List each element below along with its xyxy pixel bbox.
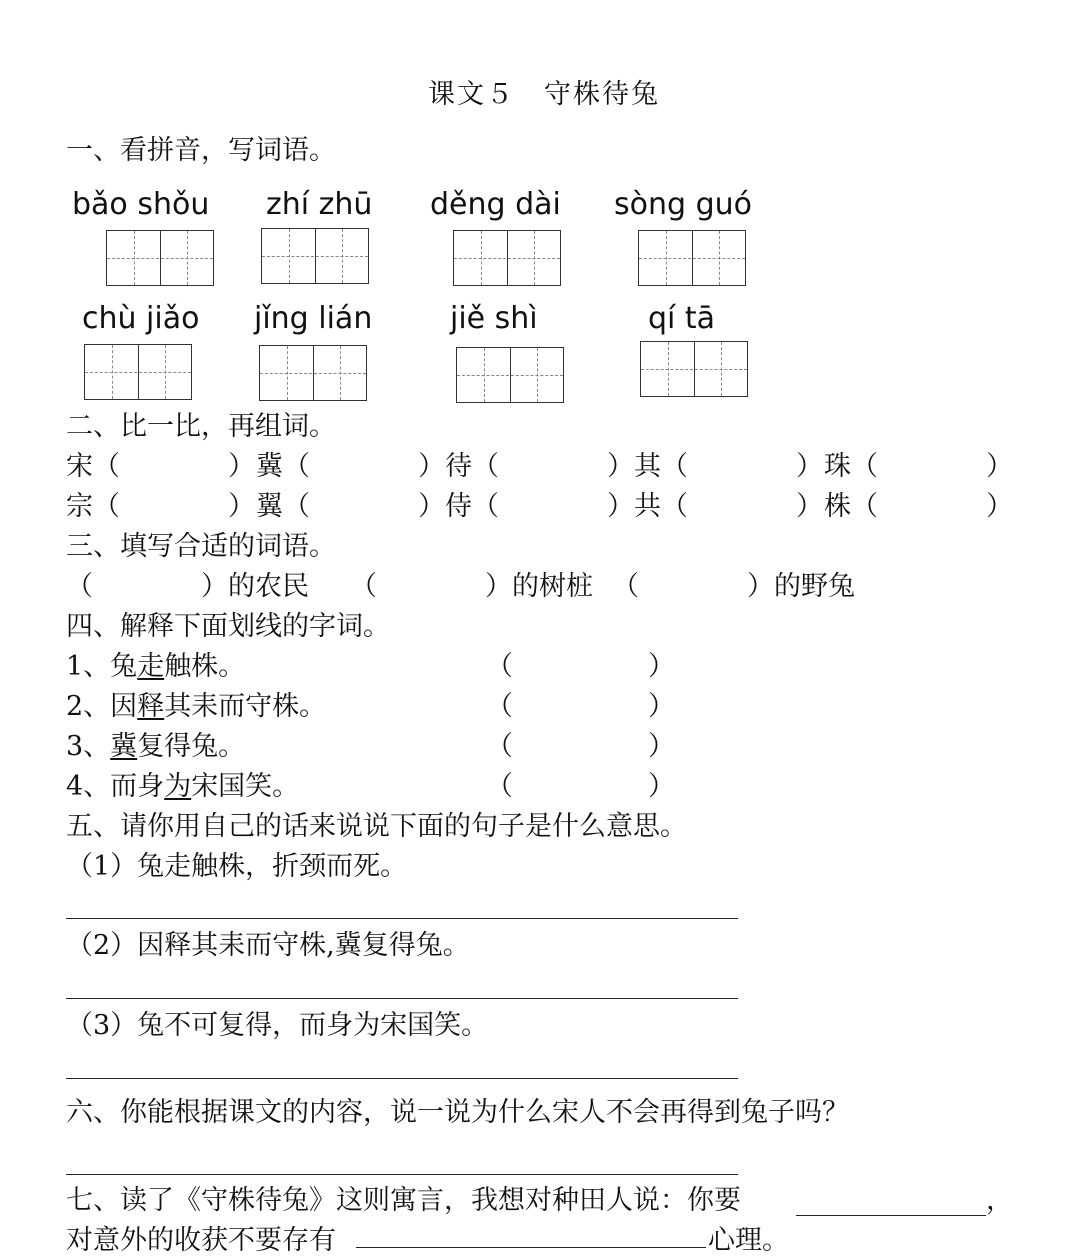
underlined-word: 冀	[110, 731, 138, 762]
answer-blank: （ ）	[486, 731, 675, 762]
explain-item: 2、因释其耒而守株。	[66, 691, 327, 722]
compare-item: 待（ ）	[445, 451, 634, 482]
answer-line[interactable]	[66, 1078, 738, 1079]
compare-item: 宋（ ）	[66, 451, 255, 482]
compare-item: 宗（ ）	[66, 491, 255, 522]
compare-item: 珠（ ）	[824, 451, 1013, 482]
answer-blank: （ ）	[486, 691, 675, 722]
fill-item: （ ）的野兔	[612, 571, 855, 602]
answer-blank: （ ）	[486, 771, 675, 802]
answer-line[interactable]	[796, 1215, 986, 1216]
section-2-heading: 二、比一比，再组词。	[66, 411, 336, 442]
writing-grid[interactable]	[261, 228, 369, 284]
section-4-heading: 四、解释下面划线的字词。	[66, 611, 390, 642]
answer-line[interactable]	[356, 1247, 706, 1248]
writing-grid[interactable]	[640, 341, 748, 397]
pinyin-qi-ta: qí tā	[648, 301, 716, 336]
section-7-line-2: 对意外的收获不要存有	[66, 1225, 336, 1256]
pinyin-zhi-zhu: zhí zhū	[266, 187, 373, 222]
compare-item: 翼（ ）	[256, 491, 445, 522]
section-3-heading: 三、填写合适的词语。	[66, 531, 336, 562]
sentence-item: （2）因释其耒而守株,冀复得兔。	[66, 930, 470, 961]
pinyin-song-guo: sòng guó	[614, 187, 752, 222]
explain-item: 3、冀复得兔。	[66, 731, 246, 762]
pinyin-jie-shi: jiě shì	[450, 301, 538, 336]
compare-item: 其（ ）	[634, 451, 823, 482]
writing-grid[interactable]	[259, 345, 367, 401]
writing-grid[interactable]	[456, 347, 564, 403]
compare-item: 冀（ ）	[256, 451, 445, 482]
writing-grid[interactable]	[84, 344, 192, 400]
pinyin-deng-dai: děng dài	[430, 187, 561, 222]
pinyin-chu-jiao: chù jiǎo	[82, 301, 200, 336]
sentence-item: （3）兔不可复得，而身为宋国笑。	[66, 1010, 489, 1041]
page-title: 课文５ 守株待兔	[428, 79, 660, 110]
answer-line[interactable]	[66, 1174, 738, 1175]
section-7-line-2-end: 心理。	[708, 1225, 789, 1256]
underlined-word: 释	[137, 691, 165, 722]
section-5-heading: 五、请你用自己的话来说说下面的句子是什么意思。	[66, 811, 687, 842]
answer-line[interactable]	[66, 918, 738, 919]
writing-grid[interactable]	[638, 230, 746, 286]
compare-item: 共（ ）	[634, 491, 823, 522]
explain-item: 1、兔走触株。	[66, 651, 246, 682]
writing-grid[interactable]	[453, 230, 561, 286]
pinyin-jing-lian: jǐng lián	[254, 301, 373, 336]
underlined-word: 走	[137, 651, 165, 682]
fill-item: （ ）的树桩	[350, 571, 593, 602]
sentence-item: （1）兔走触株，折颈而死。	[66, 851, 408, 882]
section-7-line-1: 七、读了《守株待兔》这则寓言，我想对种田人说：你要	[66, 1185, 741, 1216]
explain-item: 4、而身为宋国笑。	[66, 771, 300, 802]
pinyin-bao-shou: bǎo shǒu	[72, 187, 210, 222]
compare-item: 株（ ）	[824, 491, 1013, 522]
answer-line[interactable]	[66, 998, 738, 999]
section-1-heading: 一、看拼音，写词语。	[66, 135, 336, 166]
writing-grid[interactable]	[106, 230, 214, 286]
compare-item: 侍（ ）	[445, 491, 634, 522]
answer-blank: （ ）	[486, 651, 675, 682]
fill-item: （ ）的农民	[66, 571, 309, 602]
underlined-word: 为	[164, 771, 192, 802]
section-7-comma: ，	[986, 1185, 1013, 1216]
section-6-heading: 六、你能根据课文的内容，说一说为什么宋人不会再得到兔子吗？	[66, 1097, 849, 1128]
